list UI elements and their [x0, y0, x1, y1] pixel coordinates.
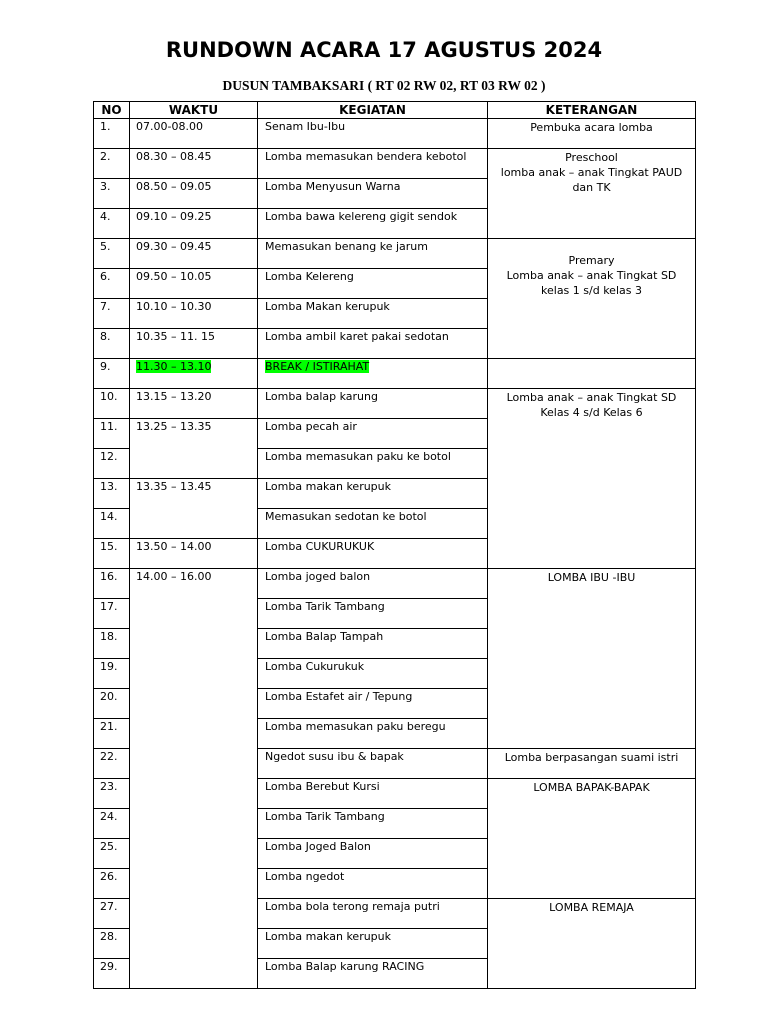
- row-time: 09.30 – 09.45: [130, 239, 258, 269]
- note-preschool-desc: lomba anak – anak Tingkat PAUD dan TK: [500, 166, 683, 194]
- table-row: [94, 149, 696, 179]
- row-activity: Lomba Berebut Kursi: [258, 779, 488, 809]
- row-time: 10.10 – 10.30: [130, 299, 258, 329]
- row-number: 6.: [94, 269, 130, 299]
- row-number: 23.: [94, 779, 130, 809]
- note-lomba-remaja: LOMBA REMAJA: [488, 899, 696, 989]
- row-activity: Lomba pecah air: [258, 419, 488, 449]
- row-activity: Lomba Menyusun Warna: [258, 179, 488, 209]
- row-time-afternoon: 14.00 – 16.00: [130, 569, 258, 989]
- row-activity: Lomba Kelereng: [258, 269, 488, 299]
- row-time: 13.25 – 13.35: [130, 419, 258, 479]
- row-activity: Memasukan sedotan ke botol: [258, 509, 488, 539]
- row-activity: Lomba makan kerupuk: [258, 479, 488, 509]
- row-activity: Lomba bola terong remaja putri: [258, 899, 488, 929]
- table-header-row: [94, 102, 696, 119]
- row-number: 9.: [94, 359, 130, 389]
- note-premary-desc: Lomba anak – anak Tingkat SD kelas 1 s/d kelas 3: [506, 269, 677, 297]
- note-preschool-title: Preschool: [565, 151, 618, 164]
- row-time: 13.50 – 14.00: [130, 539, 258, 569]
- row-time: 07.00-08.00: [130, 119, 258, 149]
- row-number: 8.: [94, 329, 130, 359]
- row-number: 25.: [94, 839, 130, 869]
- row-number: 4.: [94, 209, 130, 239]
- page-title: RUNDOWN ACARA 17 AGUSTUS 2024: [165, 38, 603, 62]
- row-activity: Lomba Joged Balon: [258, 839, 488, 869]
- note-sd-kelas-4-6: [488, 389, 696, 569]
- row-number: 15.: [94, 539, 130, 569]
- row-activity: Lomba Tarik Tambang: [258, 599, 488, 629]
- row-activity: [258, 359, 488, 389]
- row-number: 5.: [94, 239, 130, 269]
- break-activity-highlight: BREAK / ISTIRAHAT: [265, 360, 370, 373]
- note-pasangan: Lomba berpasangan suami istri: [488, 749, 696, 779]
- note-preschool: [488, 149, 696, 239]
- row-activity: Lomba Makan kerupuk: [258, 299, 488, 329]
- row-number: 28.: [94, 929, 130, 959]
- note-sd-desc: Kelas 4 s/d Kelas 6: [540, 406, 643, 419]
- row-activity: Lomba Cukurukuk: [258, 659, 488, 689]
- note-sd-title: Lomba anak – anak Tingkat SD: [506, 391, 677, 404]
- table-row: [94, 389, 696, 419]
- row-number: 14.: [94, 509, 130, 539]
- column-header-keterangan: KETERANGAN: [488, 102, 696, 119]
- row-time: 13.15 – 13.20: [130, 389, 258, 419]
- row-activity: Lomba makan kerupuk: [258, 929, 488, 959]
- row-note: Pembuka acara lomba: [488, 119, 696, 149]
- row-activity: Lomba joged balon: [258, 569, 488, 599]
- rundown-table: [93, 101, 696, 989]
- table-row-break: [94, 359, 696, 389]
- row-activity: Lomba memasukan paku ke botol: [258, 449, 488, 479]
- row-number: 24.: [94, 809, 130, 839]
- row-number: 11.: [94, 419, 130, 449]
- row-number: 26.: [94, 869, 130, 899]
- row-time: 08.50 – 09.05: [130, 179, 258, 209]
- column-header-kegiatan: KEGIATAN: [258, 102, 488, 119]
- note-premary: [488, 239, 696, 359]
- row-activity: Lomba Tarik Tambang: [258, 809, 488, 839]
- note-premary-title: Premary: [568, 254, 615, 267]
- row-number: 20.: [94, 689, 130, 719]
- row-activity: Memasukan benang ke jarum: [258, 239, 488, 269]
- row-activity: Lomba Balap Tampah: [258, 629, 488, 659]
- table-row: [94, 239, 696, 269]
- row-number: 10.: [94, 389, 130, 419]
- row-activity: Lomba Estafet air / Tepung: [258, 689, 488, 719]
- row-number: 27.: [94, 899, 130, 929]
- row-number: 17.: [94, 599, 130, 629]
- row-time: [130, 359, 258, 389]
- row-number: 21.: [94, 719, 130, 749]
- row-time: 13.35 – 13.45: [130, 479, 258, 539]
- row-time: 09.10 – 09.25: [130, 209, 258, 239]
- row-number: 22.: [94, 749, 130, 779]
- row-number: 7.: [94, 299, 130, 329]
- row-time: 10.35 – 11. 15: [130, 329, 258, 359]
- row-number: 12.: [94, 449, 130, 479]
- page-subtitle: DUSUN TAMBAKSARI ( RT 02 RW 02, RT 03 RW 02 ): [222, 78, 546, 93]
- row-activity: Lomba ngedot: [258, 869, 488, 899]
- note-lomba-bapak-bapak: LOMBA BAPAK-BAPAK: [488, 779, 696, 899]
- row-number: 16.: [94, 569, 130, 599]
- break-time-highlight: 11.30 – 13.10: [136, 360, 212, 373]
- note-lomba-ibu-ibu: LOMBA IBU -IBU: [488, 569, 696, 749]
- row-number: 13.: [94, 479, 130, 509]
- row-time: 09.50 – 10.05: [130, 269, 258, 299]
- row-activity: Lomba CUKURUKUK: [258, 539, 488, 569]
- row-number: 19.: [94, 659, 130, 689]
- row-number: 18.: [94, 629, 130, 659]
- row-note-empty: [488, 359, 696, 389]
- row-activity: Ngedot susu ibu & bapak: [258, 749, 488, 779]
- row-activity: Lomba memasukan paku beregu: [258, 719, 488, 749]
- row-activity: Lomba memasukan bendera kebotol: [258, 149, 488, 179]
- row-activity: Lomba balap karung: [258, 389, 488, 419]
- column-header-waktu: WAKTU: [130, 102, 258, 119]
- row-number: 3.: [94, 179, 130, 209]
- row-activity: Lomba Balap karung RACING: [258, 959, 488, 989]
- row-number: 1.: [94, 119, 130, 149]
- row-activity: Lomba ambil karet pakai sedotan: [258, 329, 488, 359]
- row-activity: Senam Ibu-Ibu: [258, 119, 488, 149]
- column-header-no: NO: [94, 102, 130, 119]
- row-time: 08.30 – 08.45: [130, 149, 258, 179]
- row-number: 29.: [94, 959, 130, 989]
- table-row: [94, 119, 696, 149]
- table-row: [94, 569, 696, 599]
- row-activity: Lomba bawa kelereng gigit sendok: [258, 209, 488, 239]
- row-number: 2.: [94, 149, 130, 179]
